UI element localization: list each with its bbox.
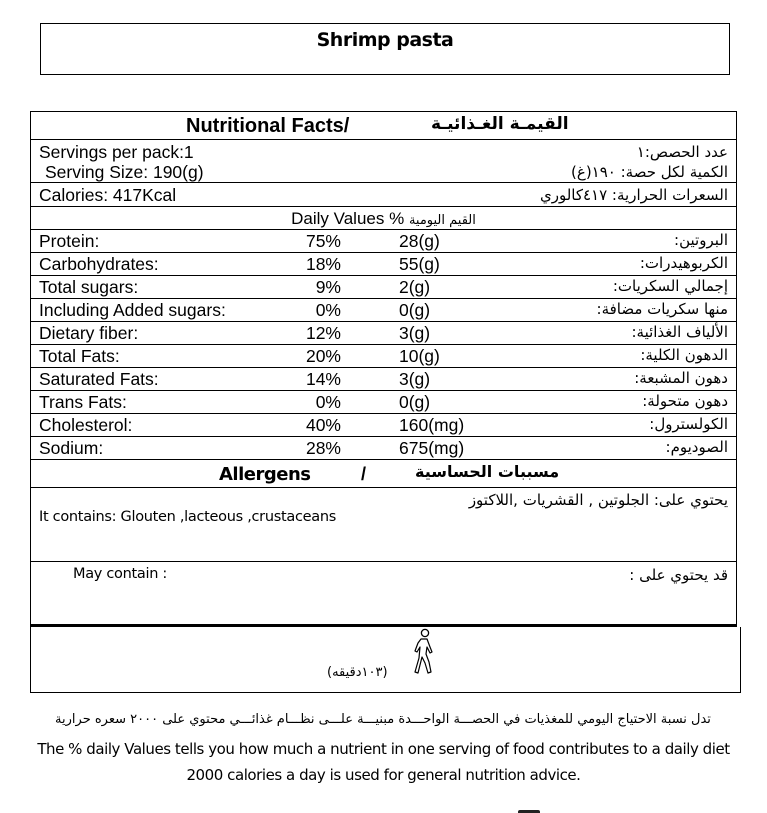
- nutrient-name-en: Total sugars:: [39, 277, 139, 297]
- nutrition-header-row: [31, 112, 736, 140]
- nutrient-name-ar: الألياف الغذائية:: [631, 323, 728, 341]
- daily-values-en: Daily Values %: [291, 209, 405, 228]
- serving-size-en: Serving Size: 190(g): [45, 162, 204, 182]
- activity-duration: (١٠٣دقيقه): [327, 665, 388, 680]
- may-contain-ar: قد يحتوي على :: [629, 566, 728, 584]
- nutrient-row: [31, 414, 736, 437]
- nutrient-amount: 2(g): [399, 277, 431, 297]
- daily-values-ar: القيم اليومية: [408, 213, 476, 228]
- nutrient-name-ar: دهون متحولة:: [642, 392, 728, 410]
- nutrient-daily-percent: 9%: [315, 277, 341, 297]
- activity-box: [30, 627, 741, 693]
- nutrient-name-ar: الدهون الكلية:: [640, 346, 728, 364]
- footer-note-en-line1: The % daily Values tells you how much a nutrient in one serving of food contributes to a daily diet: [37, 740, 730, 758]
- nutrient-amount: 3(g): [399, 323, 431, 343]
- nutrient-name-ar: الصوديوم:: [665, 438, 728, 456]
- footer-note-ar: تدل نسبة الاحتياج اليومي للمغذيات في الحصـــة الواحـــدة مبنيـــة علـــى نظـــام غذائـــي محتوي على ٢٠٠٠ سعره حرارية: [55, 712, 711, 727]
- nutrient-row: [31, 322, 736, 345]
- nutrient-daily-percent: 75%: [305, 231, 341, 251]
- nutrient-daily-percent: 12%: [305, 323, 341, 343]
- nutrient-name-en: Dietary fiber:: [39, 323, 139, 343]
- nutrition-title-en: Nutritional Facts/: [186, 115, 350, 137]
- calories-row: [31, 183, 736, 207]
- nutrient-row: [31, 391, 736, 414]
- may-contain-en: May contain :: [73, 566, 168, 582]
- nutrient-daily-percent: 28%: [305, 438, 341, 458]
- nutrient-name-ar: دهون المشبعة:: [634, 369, 728, 387]
- nutrient-amount: 0(g): [399, 392, 431, 412]
- nutrient-daily-percent: 40%: [305, 415, 341, 435]
- footer-note-en-line2: 2000 calories a day is used for general nutrition advice.: [186, 766, 581, 784]
- nutrient-amount: 160(mg): [399, 415, 465, 435]
- nutrient-name-en: Total Fats:: [39, 346, 120, 366]
- servings-per-pack-ar: عدد الحصص:١: [636, 143, 728, 161]
- nutrient-daily-percent: 18%: [305, 254, 341, 274]
- nutrient-amount: 675(mg): [399, 438, 465, 458]
- nutrient-row: [31, 276, 736, 299]
- nutrient-name-en: Protein:: [39, 231, 100, 251]
- nutrient-daily-percent: 0%: [315, 300, 341, 320]
- nutrient-daily-percent: 20%: [305, 346, 341, 366]
- nutrient-name-en: Cholesterol:: [39, 415, 133, 435]
- nutrient-name-en: Trans Fats:: [39, 392, 127, 412]
- nutrition-title-ar: القيمـة الغـذائيـة: [431, 114, 569, 134]
- serving-size-ar: الكمية لكل حصة: ١٩٠(غ): [571, 163, 728, 181]
- servings-per-pack-en: Servings per pack:1: [39, 142, 194, 162]
- nutrient-name-ar: منها سكريات مضافة:: [596, 300, 728, 318]
- contains-en: It contains: Glouten ,lacteous ,crustaceans: [39, 509, 336, 525]
- nutrient-amount: 3(g): [399, 369, 431, 389]
- allergens-title-en: Allergens: [219, 464, 311, 485]
- nutrient-amount: 10(g): [399, 346, 440, 366]
- contains-ar: يحتوي على: الجلوتين , القشريات ,اللاكتوز: [468, 491, 728, 509]
- nutrient-daily-percent: 14%: [305, 369, 341, 389]
- nutrient-row: [31, 230, 736, 253]
- allergens-separator: /: [361, 464, 367, 484]
- nutrient-row: [31, 299, 736, 322]
- nutrient-amount: 28(g): [399, 231, 440, 251]
- product-title: Shrimp pasta: [316, 29, 454, 51]
- nutrient-name-en: Including Added sugars:: [39, 300, 226, 320]
- allergens-title-ar: مسببات الحساسية: [415, 462, 560, 481]
- allergens-may-contain-row: [31, 562, 736, 626]
- nutrient-name-ar: البروتين:: [674, 231, 728, 249]
- nutrient-name-en: Saturated Fats:: [39, 369, 159, 389]
- nutrient-name-ar: الكربوهيدرات:: [639, 254, 728, 272]
- walking-person-icon: [410, 628, 436, 676]
- nutrient-name-en: Sodium:: [39, 438, 104, 458]
- nutrient-name-en: Carbohydrates:: [39, 254, 159, 274]
- nutrient-amount: 0(g): [399, 300, 431, 320]
- allergens-header-row: [31, 460, 736, 488]
- nutrition-facts-table: [30, 111, 737, 627]
- nutrient-row: [31, 253, 736, 276]
- nutrient-amount: 55(g): [399, 254, 440, 274]
- nutrient-row: [31, 368, 736, 391]
- daily-values-row: [31, 207, 736, 230]
- product-title-box: [40, 23, 730, 75]
- nutrient-daily-percent: 0%: [315, 392, 341, 412]
- daily-values-heading: [31, 209, 736, 229]
- calories-en: Calories: 417Kcal: [39, 185, 177, 205]
- nutrient-row: [31, 437, 736, 460]
- servings-row: [31, 140, 736, 183]
- nutrient-row: [31, 345, 736, 368]
- calories-ar: السعرات الحرارية: ٤١٧كالوري: [539, 186, 728, 204]
- nutrient-name-ar: إجمالي السكريات:: [612, 277, 728, 295]
- allergens-contains-row: [31, 488, 736, 562]
- nutrient-name-ar: الكولسترول:: [649, 415, 728, 433]
